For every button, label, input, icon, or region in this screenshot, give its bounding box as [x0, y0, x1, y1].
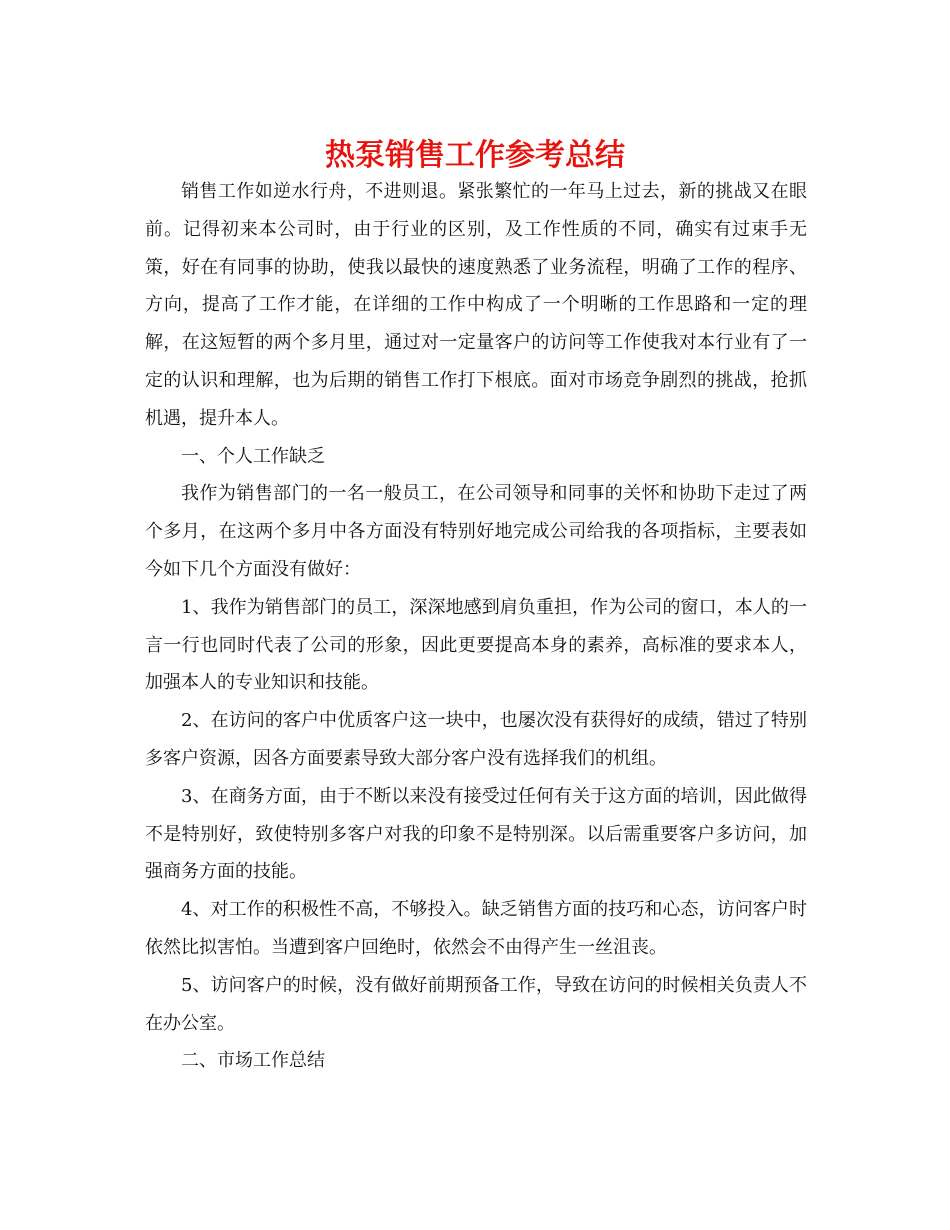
paragraph-shortcomings-intro: 我作为销售部门的一名一般员工，在公司领导和同事的关怀和协助下走过了两个多月，在这两个多月中各方面没有特别好地完成公司给我的各项指标，主要表如今如下几个方面没有做好：	[145, 483, 807, 580]
document-body	[145, 173, 807, 1080]
list-item-3: 3、在商务方面，由于不断以来没有接受过任何有关于这方面的培训，因此做得不是特别好，致使特别多客户对我的印象不是特别深。以后需重要客户多访问，加强商务方面的技能。	[145, 785, 807, 883]
section-heading-personal-shortcomings: 一、个人工作缺乏	[181, 445, 325, 467]
paragraph-intro: 销售工作如逆水行舟，不进则退。紧张繁忙的一年马上过去，新的挑战又在眼前。记得初来本公司时，由于行业的区别，及工作性质的不同，确实有过束手无策，好在有同事的协助，使我以最快的速度熟悉了业务流程，明确了工作的程序、方向，提高了工作才能，在详细的工作中构成了一个明晰的工作思路和一定的理解，在这短暂的两个多月里，通过对一定量客户的访问等工作使我对本行业有了一定的认识和理解，也为后期的销售工作打下根底。面对市场竞争剧烈的挑战，抢抓机遇，提升本人。	[145, 181, 807, 429]
list-item-2: 2、在访问的客户中优质客户这一块中，也屡次没有获得好的成绩，错过了特别多客户资源，因各方面要素导致大部分客户没有选择我们的机组。	[145, 710, 807, 769]
section-heading-market-summary: 二、市场工作总结	[181, 1050, 325, 1072]
list-item-1: 1、我作为销售部门的员工，深深地感到肩负重担，作为公司的窗口，本人的一言一行也同时代表了公司的形象，因此更要提高本身的素养，高标准的要求本人，加强本人的专业知识和技能。	[145, 596, 807, 694]
list-item-5: 5、访问客户的时候，没有做好前期预备工作，导致在访问的时候相关负责人不在办公室。	[145, 974, 807, 1034]
document-title: 热泵销售工作参考总结	[325, 138, 625, 173]
list-item-4: 4、对工作的积极性不高，不够投入。缺乏销售方面的技巧和心态，访问客户时依然比拟害怕。当遭到客户回绝时，依然会不由得产生一丝沮丧。	[145, 899, 807, 958]
